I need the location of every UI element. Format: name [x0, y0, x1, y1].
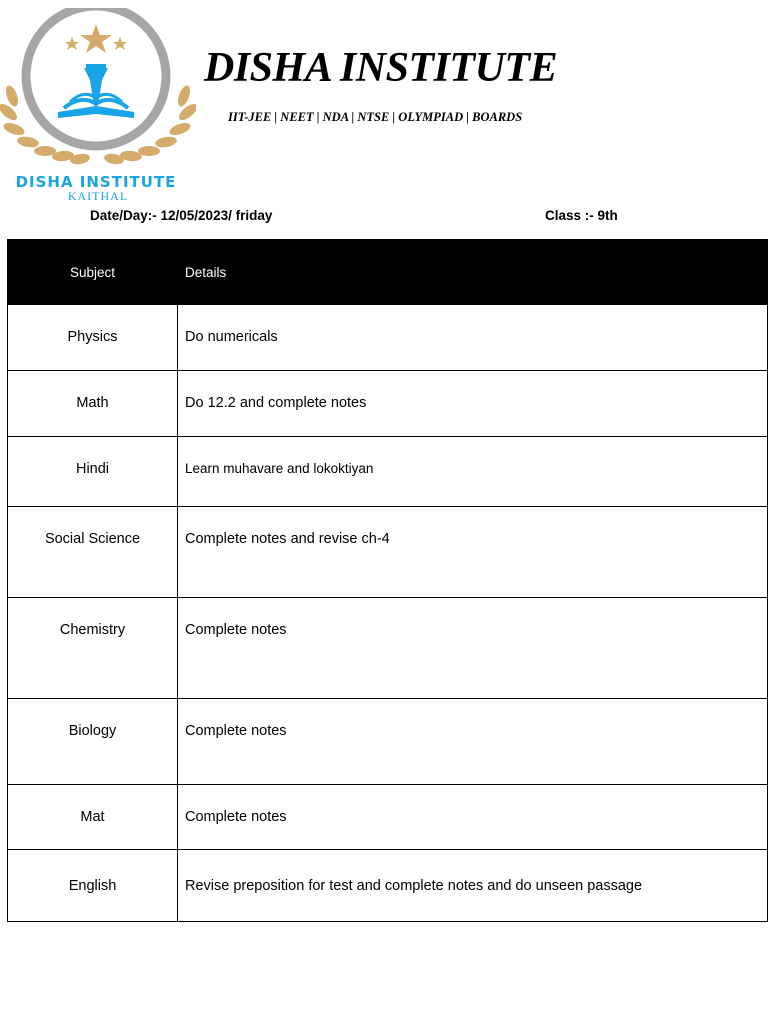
details-column-header: Details	[178, 240, 768, 305]
details-cell: Do numericals	[178, 305, 768, 371]
homework-table	[7, 239, 768, 922]
details-cell: Do 12.2 and complete notes	[178, 371, 768, 437]
table-row	[8, 305, 768, 371]
subject-cell: Chemistry	[8, 598, 178, 699]
details-cell: Complete notes	[178, 785, 768, 850]
table-row	[8, 371, 768, 437]
class-label: Class :- 9th	[545, 208, 618, 223]
subject-cell: Biology	[8, 699, 178, 785]
subject-cell: Hindi	[8, 437, 178, 507]
subject-cell: Physics	[8, 305, 178, 371]
table-row	[8, 507, 768, 598]
subject-cell: Mat	[8, 785, 178, 850]
details-cell: Complete notes and revise ch-4	[178, 507, 768, 598]
table-row	[8, 699, 768, 785]
institute-title: DISHA INSTITUTE	[204, 45, 558, 91]
table-row	[8, 850, 768, 922]
table-row	[8, 785, 768, 850]
subject-cell: English	[8, 850, 178, 922]
logo-city-name: KAITHAL	[67, 189, 129, 203]
institute-subtitle: IIT-JEE | NEET | NDA | NTSE | OLYMPIAD | BOARDS	[228, 110, 523, 124]
details-cell: Revise preposition for test and complete notes and do unseen passage	[178, 850, 768, 922]
institute-logo	[0, 8, 196, 203]
logo-institute-name: DISHA INSTITUTE	[15, 173, 177, 191]
details-cell: Complete notes	[178, 598, 768, 699]
table-row	[8, 598, 768, 699]
details-cell: Learn muhavare and lokoktiyan	[178, 437, 768, 507]
subject-column-header: Subject	[8, 240, 178, 305]
stars-icon	[65, 24, 127, 53]
table-header-row	[8, 240, 768, 305]
details-cell: Complete notes	[178, 699, 768, 785]
book-pen-icon	[58, 64, 134, 118]
subject-cell: Math	[8, 371, 178, 437]
date-day-label: Date/Day:- 12/05/2023/ friday	[90, 208, 273, 223]
subject-cell: Social Science	[8, 507, 178, 598]
logo-emblem-icon	[0, 8, 196, 178]
table-row	[8, 437, 768, 507]
